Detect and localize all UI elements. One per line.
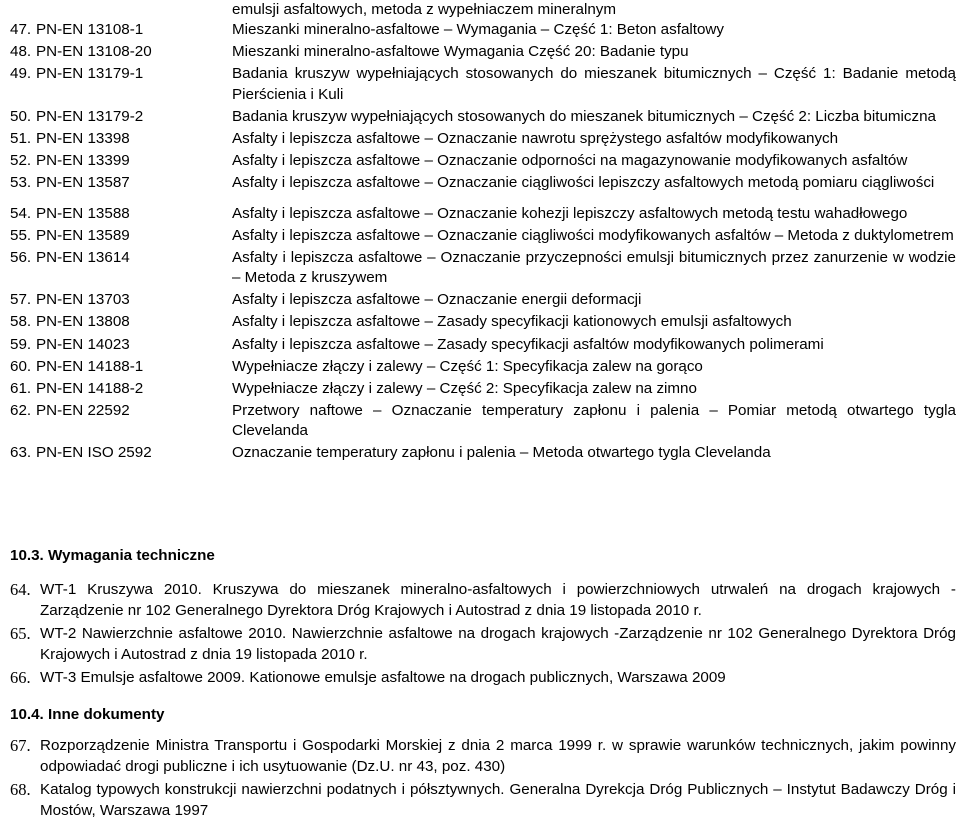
- entry-number: 59.: [10, 335, 32, 353]
- reference-text: Rozporządzenie Ministra Transportu i Gospodarki Morskiej z dnia 2 marca 1999 r. w sprawie warunków technicznych, jakim powinny odpowiadać drogi publiczne i ich usytuowanie (Dz.U. nr 43, poz. 430): [40, 737, 956, 775]
- entry-number: 67.: [10, 736, 31, 755]
- standard-code: PN-EN 22592: [36, 401, 130, 419]
- standard-code: PN-EN 13589: [36, 226, 130, 244]
- entry-number: 62.: [10, 401, 32, 419]
- standard-code: PN-EN 13703: [36, 291, 130, 309]
- entry-number: 47.: [10, 21, 32, 38]
- standards-list: [10, 20, 956, 466]
- standard-entry: [10, 335, 956, 356]
- reference-text: WT-1 Kruszywa 2010. Kruszywa do mieszanek mineralno-asfaltowych i powierzchniowych utrwaleń na drogach krajowych - Zarządzenie nr 102 Generalnego Dyrektora Dróg Krajowych i Autostrad z dnia 19 listopada 2010 r.: [40, 581, 956, 619]
- standard-title: Asfalty i lepiszcza asfaltowe – Oznaczanie ciągliwości modyfikowanych asfaltów – Metoda z duktylometrem: [232, 226, 954, 244]
- standard-entry: [10, 20, 956, 41]
- standard-code: PN-EN 13808: [36, 313, 130, 331]
- standard-code: PN-EN 13614: [36, 248, 130, 266]
- standard-title: Asfalty i lepiszcza asfaltowe – Zasady specyfikacji kationowych emulsji asfaltowych: [232, 313, 792, 331]
- standard-code: PN-EN 13588: [36, 204, 130, 222]
- standard-code: PN-EN 13108-20: [36, 43, 152, 61]
- standard-code: PN-EN 13399: [36, 151, 130, 169]
- standard-entry: [10, 107, 956, 128]
- standard-code: PN-EN 13179-1: [36, 65, 144, 83]
- standard-entry: [10, 173, 956, 194]
- standard-entry: [10, 357, 956, 378]
- entry-number: 54.: [10, 204, 32, 222]
- standard-entry: [10, 204, 956, 225]
- entry-number: 57.: [10, 291, 32, 309]
- standard-code: PN-EN 13179-2: [36, 107, 144, 125]
- other-documents-list: [10, 736, 956, 824]
- entry-number: 66.: [10, 668, 31, 687]
- entry-number: 65.: [10, 624, 31, 643]
- standard-entry: [10, 129, 956, 150]
- standard-entry: [10, 226, 956, 247]
- standard-title: Wypełniacze złączy i zalewy – Część 1: Specyfikacja zalew na gorąco: [232, 357, 703, 375]
- reference-entry: [10, 668, 956, 689]
- standard-title: Mieszanki mineralno-asfaltowe – Wymagania – Część 1: Beton asfaltowy: [232, 21, 724, 38]
- standard-title: Asfalty i lepiszcza asfaltowe – Oznaczanie ciągliwości lepiszczy asfaltowych metodą pomiaru ciągliwości: [232, 174, 935, 192]
- standard-title: Badania kruszyw wypełniających stosowanych do mieszanek bitumicznych – Część 1: Badanie metodą Pierścienia i Kuli: [232, 65, 956, 103]
- standard-title: Asfalty i lepiszcza asfaltowe – Oznaczanie energii deformacji: [232, 291, 642, 309]
- standard-entry: [10, 290, 956, 311]
- reference-entry: [10, 624, 956, 665]
- standard-entry: [10, 42, 956, 63]
- standard-code: PN-EN ISO 2592: [36, 444, 152, 462]
- standard-code: PN-EN 14188-1: [36, 357, 144, 375]
- reference-entry: [10, 780, 956, 821]
- entry-number: 52.: [10, 151, 32, 169]
- standard-entry: [10, 151, 956, 172]
- standard-title: Mieszanki mineralno-asfaltowe Wymagania Część 20: Badanie typu: [232, 43, 689, 61]
- continued-entry-text: emulsji asfaltowych, metoda z wypełniaczem mineralnym: [232, 1, 617, 18]
- standard-title: Wypełniacze złączy i zalewy – Część 2: Specyfikacja zalew na zimno: [232, 379, 697, 397]
- standard-title: Przetwory naftowe – Oznaczanie temperatury zapłonu i palenia – Pomiar metodą otwartego tygla Clevelanda: [232, 401, 956, 440]
- standard-code: PN-EN 14023: [36, 335, 130, 353]
- entry-number: 56.: [10, 248, 32, 266]
- standard-code: PN-EN 13108-1: [36, 21, 144, 38]
- standard-code: PN-EN 14188-2: [36, 379, 144, 397]
- standard-entry: [10, 64, 956, 105]
- entry-number: 53.: [10, 174, 32, 192]
- standard-title: Asfalty i lepiszcza asfaltowe – Oznaczanie nawrotu sprężystego asfaltów modyfikowanych: [232, 129, 839, 147]
- standard-title: Asfalty i lepiszcza asfaltowe – Oznaczanie odporności na magazynowanie modyfikowanych asfaltów: [232, 151, 908, 169]
- entry-number: 48.: [10, 43, 32, 61]
- entry-number: 64.: [10, 580, 31, 599]
- standard-title: Asfalty i lepiszcza asfaltowe – Oznaczanie kohezji lepiszczy asfaltowych metodą testu wahadłowego: [232, 204, 908, 222]
- standard-entry: [10, 312, 956, 333]
- reference-text: WT-3 Emulsje asfaltowe 2009. Kationowe emulsje asfaltowe na drogach publicznych, Warszawa 2009: [40, 669, 726, 686]
- section-heading-technical-requirements: 10.3. Wymagania techniczne: [10, 547, 215, 564]
- entry-number: 49.: [10, 65, 32, 83]
- entry-number: 60.: [10, 357, 32, 375]
- entry-number: 51.: [10, 129, 32, 147]
- standard-entry: [10, 248, 956, 289]
- entry-number: 61.: [10, 379, 32, 397]
- reference-entry: [10, 736, 956, 777]
- entry-number: 58.: [10, 313, 32, 331]
- entry-number: 68.: [10, 780, 31, 799]
- standard-title: Asfalty i lepiszcza asfaltowe – Zasady specyfikacji asfaltów modyfikowanych polimerami: [232, 335, 824, 353]
- standard-entry: [10, 401, 956, 442]
- entry-number: 55.: [10, 226, 32, 244]
- reference-text: WT-2 Nawierzchnie asfaltowe 2010. Nawierzchnie asfaltowe na drogach krajowych -Zarządzenie nr 102 Generalnego Dyrektora Dróg Krajowych i Autostrad z dnia 19 listopada 2010 r.: [40, 625, 956, 663]
- reference-entry: [10, 580, 956, 621]
- standard-entry: [10, 379, 956, 400]
- standard-entry: [10, 443, 956, 464]
- standard-title: Asfalty i lepiszcza asfaltowe – Oznaczanie przyczepności emulsji bitumicznych przez zanurzenie w wodzie – Metoda z kruszywem: [232, 248, 956, 287]
- standard-title: Badania kruszyw wypełniających stosowanych do mieszanek bitumicznych – Część 2: Liczba bitumiczna: [232, 107, 937, 125]
- standard-title: Oznaczanie temperatury zapłonu i palenia – Metoda otwartego tygla Clevelanda: [232, 444, 771, 462]
- reference-text: Katalog typowych konstrukcji nawierzchni podatnych i półsztywnych. Generalna Dyrekcja Dróg Publicznych – Instytut Badawczy Dróg i Mostów, Warszawa 1997: [40, 781, 956, 819]
- standard-code: PN-EN 13587: [36, 174, 130, 192]
- section-heading-other-documents: 10.4. Inne dokumenty: [10, 706, 165, 723]
- entry-number: 63.: [10, 444, 32, 462]
- standard-code: PN-EN 13398: [36, 129, 130, 147]
- entry-number: 50.: [10, 107, 32, 125]
- technical-requirements-list: [10, 580, 956, 692]
